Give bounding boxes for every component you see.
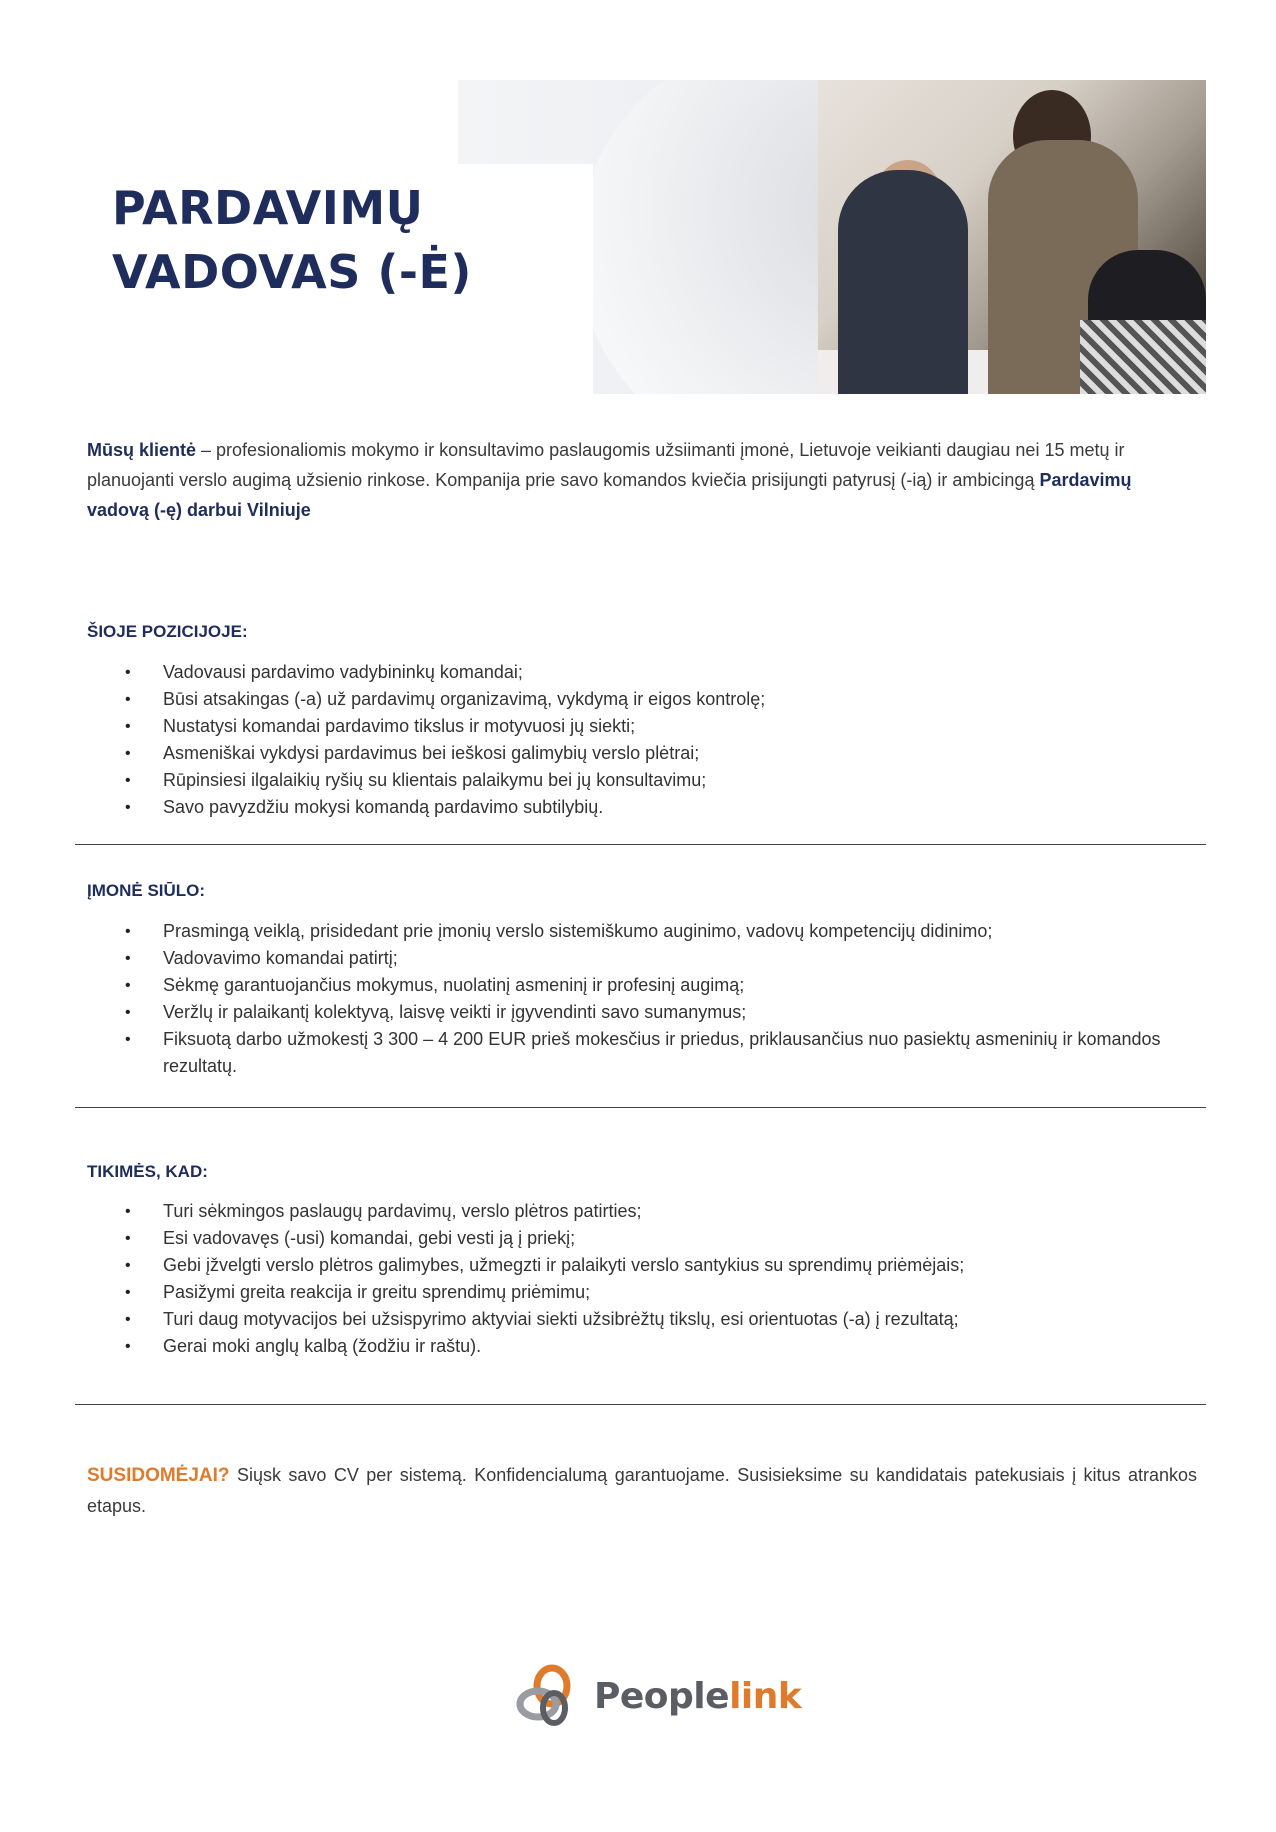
section-divider (75, 844, 1206, 845)
list-item: • Savo pavyzdžiu mokysi komandą pardavimo subtilybių. (123, 794, 1203, 821)
bullet-icon: • (125, 1338, 131, 1355)
bullet-icon: • (125, 1284, 131, 1301)
list-item: • Gebi įžvelgti verslo plėtros galimybes, užmegzti ir palaikyti verslo santykius su sprendimų priėmėjais; (123, 1252, 1203, 1279)
bullet-icon: • (125, 950, 131, 967)
list-item: • Būsi atsakingas (-a) už pardavimų organizavimą, vykdymą ir eigos kontrolę; (123, 686, 1203, 713)
list-item: • Turi daug motyvacijos bei užsispyrimo aktyviai siekti užsibrėžtų tikslų, esi orientuotas (-a) į rezultatą; (123, 1306, 1203, 1333)
section-divider (75, 1107, 1206, 1108)
contact-text: Siųsk savo CV per sistemą. Konfidencialumą garantuojame. Susisieksime su kandidatais patekusiais į kitus atrankos etapus. (87, 1465, 1197, 1516)
intro-text: – profesionaliomis mokymo ir konsultavimo paslaugomis užsiimanti įmonė, Lietuvoje veikianti daugiau nei 15 metų ir planuojanti verslo augimą užsienio rinkose. Kompanija prie savo komandos kviečia prisijungti patyrusį (-ią) ir ambicingą (87, 440, 1125, 490)
list-item: • Asmeniškai vykdysi pardavimus bei ieškosi galimybių verslo plėtrai; (123, 740, 1203, 767)
page-title (112, 176, 472, 304)
hero-figure-man (838, 170, 968, 394)
hero-figure-pattern (1080, 320, 1206, 394)
list-item: • Gerai moki anglų kalbą (žodžiu ir raštu). (123, 1333, 1203, 1360)
bullet-icon: • (125, 923, 131, 940)
page-title-line1: PARDAVIMŲ (112, 181, 424, 235)
bullet-icon: • (125, 1230, 131, 1247)
bullet-icon: • (125, 1311, 131, 1328)
hero-blank-panel (458, 164, 593, 394)
bullet-icon: • (125, 772, 131, 789)
peoplelink-logo (512, 1662, 802, 1732)
bullet-icon: • (125, 1203, 131, 1220)
bullet-icon: • (125, 691, 131, 708)
section-heading-offer: ĮMONĖ SIŪLO: (87, 881, 206, 900)
bullet-icon: • (125, 1257, 131, 1274)
list-item: • Rūpinsiesi ilgalaikių ryšių su klientais palaikymu bei jų konsultavimu; (123, 767, 1203, 794)
position-list (123, 659, 1203, 821)
expectations-list (123, 1198, 1203, 1360)
bullet-icon: • (125, 977, 131, 994)
hero-image (458, 80, 1206, 394)
section-heading-expectations: TIKIMĖS, KAD: (87, 1162, 208, 1181)
list-item: • Veržlų ir palaikantį kolektyvą, laisvę veikti ir įgyvendinti savo sumanymus; (123, 999, 1203, 1026)
bullet-icon: • (125, 745, 131, 762)
section-heading-position: ŠIOJE POZICIJOJE: (87, 622, 248, 641)
page-title-line2: VADOVAS (-Ė) (112, 245, 472, 299)
offer-list (123, 918, 1203, 1080)
list-item: • Fiksuotą darbo užmokestį 3 300 – 4 200 EUR prieš mokesčius ir priedus, priklausančius nuo pasiektų asmeninių ir komandos rezultatų. (123, 1026, 1203, 1080)
logo-rings-icon (512, 1662, 584, 1732)
logo-wordmark (594, 1676, 801, 1717)
cta-label: SUSIDOMĖJAI? (87, 1465, 230, 1486)
client-label: Mūsų klientė (87, 440, 197, 460)
position-name: Pardavimų vadovą (-ę) darbui Vilniuje (87, 470, 1132, 520)
bullet-icon: • (125, 1031, 131, 1048)
list-item: • Sėkmę garantuojančius mokymus, nuolatinį asmeninį ir profesinį augimą; (123, 972, 1203, 999)
bullet-icon: • (125, 799, 131, 816)
contact-paragraph (87, 1460, 1197, 1521)
list-item: • Turi sėkmingos paslaugų pardavimų, verslo plėtros patirties; (123, 1198, 1203, 1225)
list-item: • Vadovausi pardavimo vadybininkų komandai; (123, 659, 1203, 686)
list-item: • Prasmingą veiklą, prisidedant prie įmonių verslo sistemiškumo auginimo, vadovų kompetencijų didinimo; (123, 918, 1203, 945)
bullet-icon: • (125, 718, 131, 735)
list-item: • Nustatysi komandai pardavimo tikslus ir motyvuosi jų siekti; (123, 713, 1203, 740)
hero-photo-team (818, 80, 1206, 394)
logo-part1: People (594, 1676, 730, 1717)
list-item: • Pasižymi greita reakcija ir greitu sprendimų priėmimu; (123, 1279, 1203, 1306)
list-item: • Vadovavimo komandai patirtį; (123, 945, 1203, 972)
section-divider (75, 1404, 1206, 1405)
logo-part2: link (729, 1676, 802, 1717)
intro-paragraph (87, 435, 1197, 525)
list-item: • Esi vadovavęs (-usi) komandai, gebi vesti ją į priekį; (123, 1225, 1203, 1252)
bullet-icon: • (125, 1004, 131, 1021)
bullet-icon: • (125, 664, 131, 681)
